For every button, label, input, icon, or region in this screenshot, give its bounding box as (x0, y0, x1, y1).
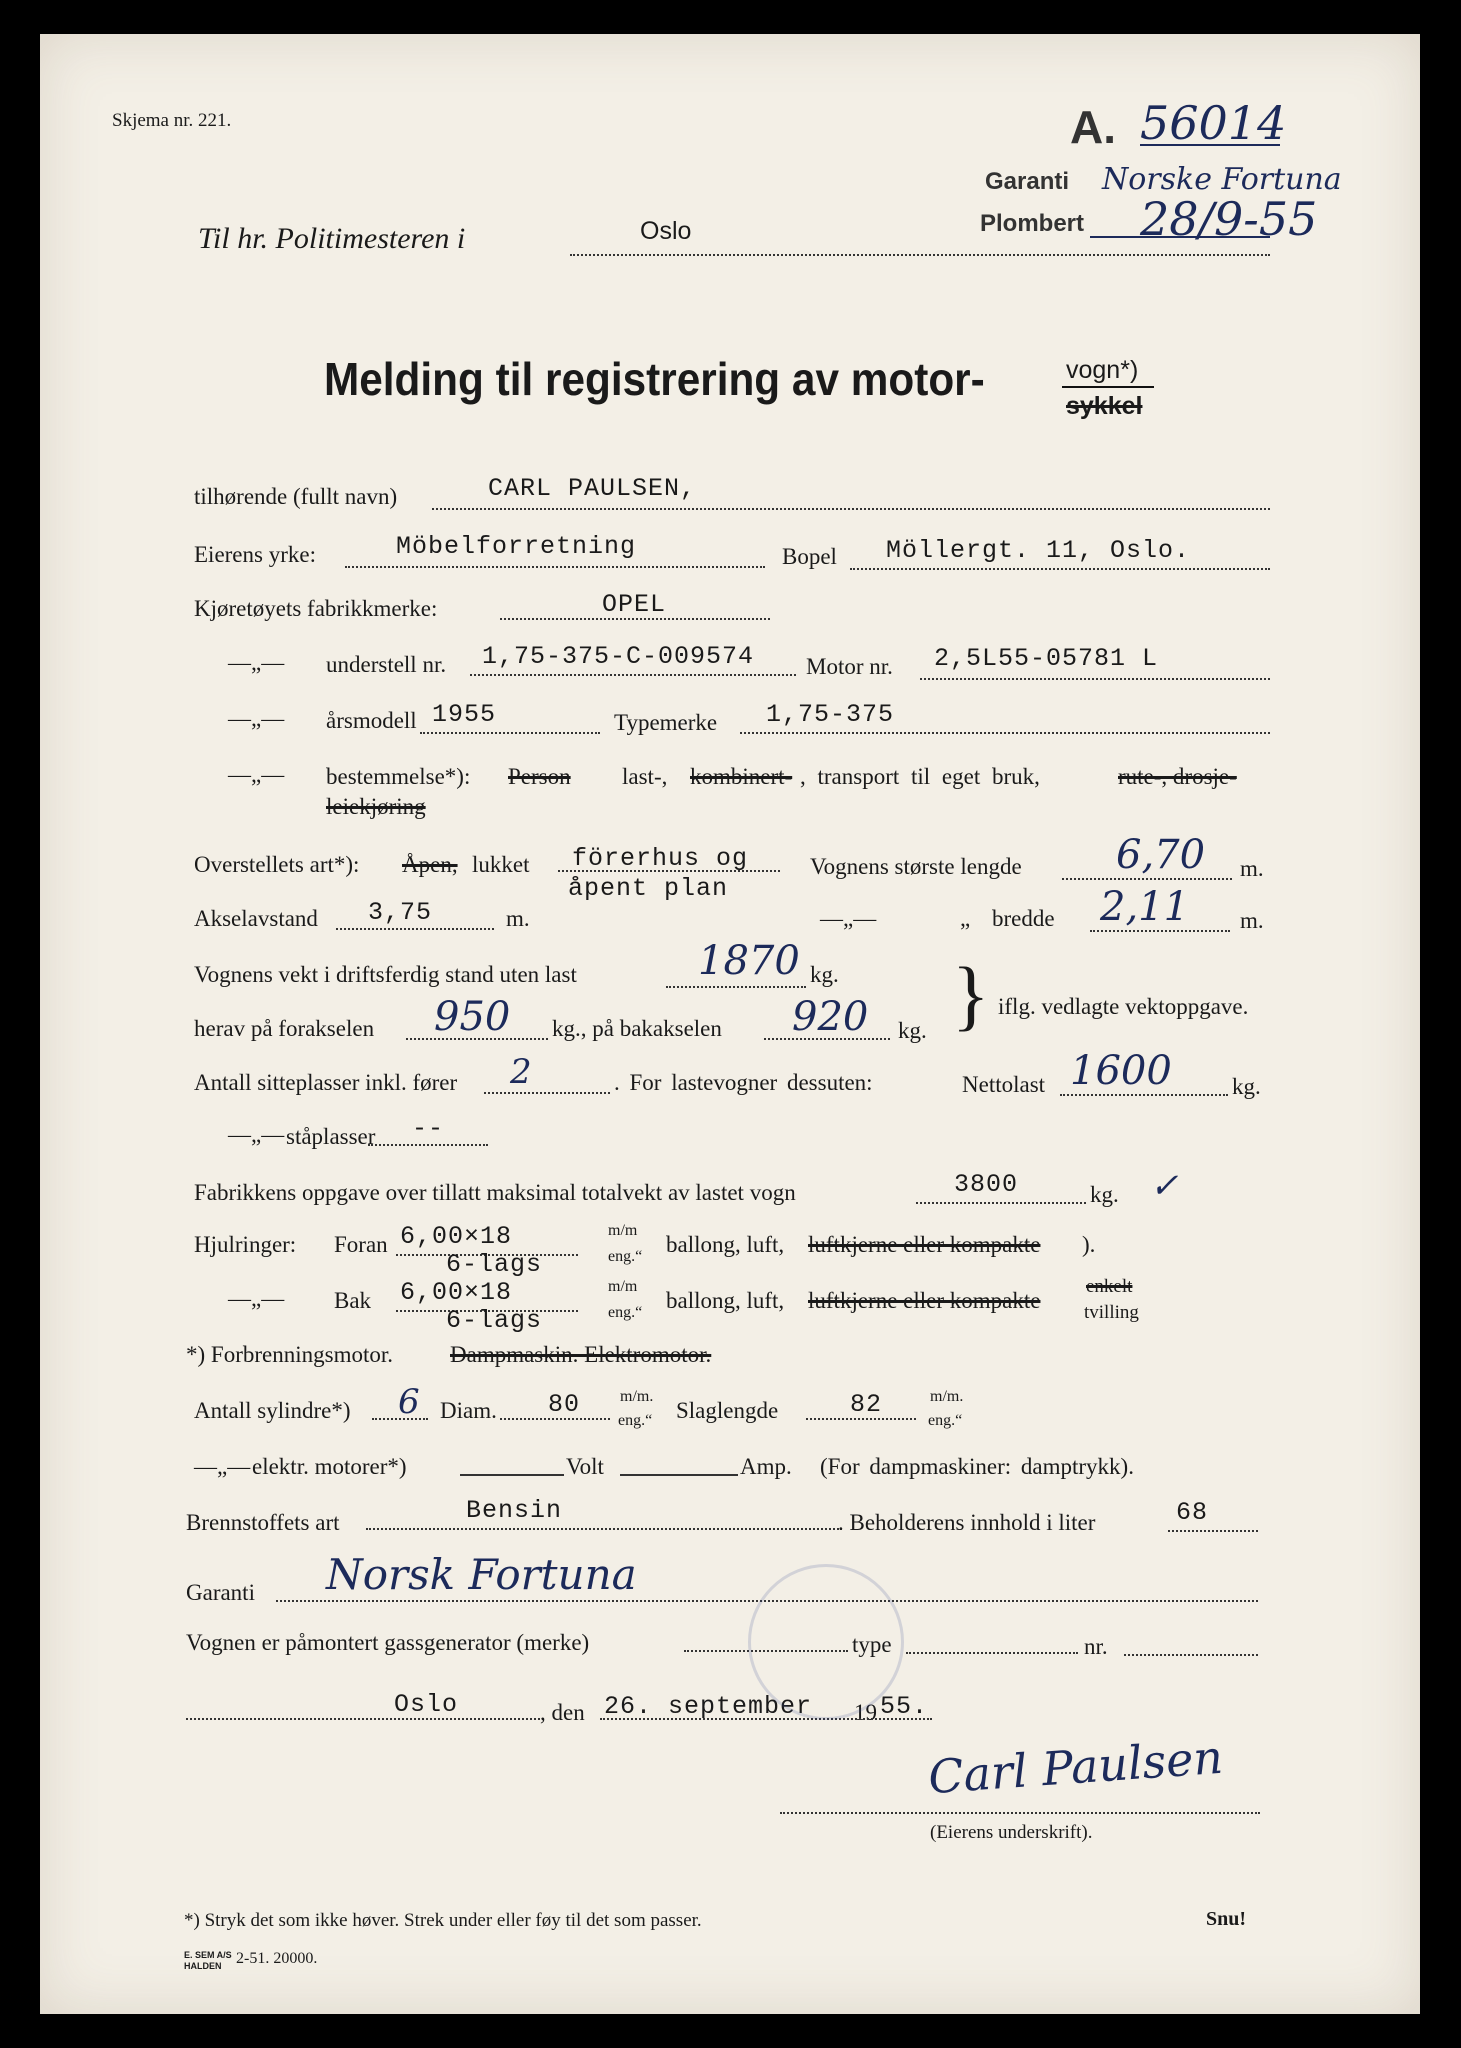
axle-label: Akselavstand (194, 906, 318, 931)
weights-note: iflg. vedlagte vektoppgave. (998, 994, 1249, 1019)
purpose-person-struck: Person (508, 764, 571, 789)
addressee-city: Oslo (640, 217, 692, 245)
owner-signature: Carl Paulsen (926, 1729, 1225, 1805)
width-label: bredde (992, 906, 1055, 931)
ditto-mark-year: —„— (228, 706, 285, 731)
diameter-label: Diam. (440, 1398, 497, 1423)
fuel-label: Brennstoffets art (186, 1510, 340, 1535)
form-title: Melding til registrering av motor- (324, 353, 985, 405)
stroke-mm: m/m. (930, 1388, 964, 1405)
printer-name: E. SEM A/S (184, 1950, 232, 1960)
length-line (1062, 878, 1232, 880)
footer-note: *) Stryk det som ikke høver. Strek under eller føy til det som passer. (184, 1910, 702, 1931)
width-unit: m. (1240, 908, 1264, 933)
type-label: Typemerke (614, 710, 718, 735)
registration-prefix: A. (1070, 101, 1116, 153)
motor-number: 2,5L55-05781 L (934, 644, 1159, 673)
rear-axle-unit: kg. (898, 1018, 927, 1043)
length-unit: m. (1240, 856, 1264, 881)
amp-label: Amp. (740, 1454, 792, 1479)
volt-label: Volt (566, 1454, 604, 1479)
front-tire-ply: 6-lags (446, 1250, 543, 1279)
make-line (500, 618, 770, 620)
width-line (1090, 930, 1230, 932)
stroke-line (806, 1418, 916, 1420)
tank-label: . Beholderens innhold i liter (838, 1510, 1096, 1535)
purpose-combined-struck: kombinert- (690, 764, 793, 789)
max-weight-line (916, 1202, 1086, 1204)
printer-city: HALDEN (184, 1961, 222, 1971)
gas-type-line (906, 1652, 1078, 1654)
plombert-underline (1090, 236, 1270, 238)
rear-tire-single-struck: enkelt (1086, 1276, 1133, 1297)
rear-tire-ply: 6-lags (446, 1306, 543, 1335)
cylinders-label: Antall sylindre*) (194, 1398, 351, 1423)
signature-caption: (Eierens underskrift). (930, 1822, 1093, 1843)
signature-line (780, 1812, 1260, 1814)
rear-axle-weight: 920 (792, 994, 869, 1040)
engine-type-struck: Dampmaskin. Elektromotor. (450, 1342, 712, 1367)
title-fraction-bar (1062, 386, 1154, 388)
tank-value: 68 (1176, 1498, 1209, 1527)
rear-axle-line (764, 1038, 890, 1040)
residence-line (850, 568, 1270, 570)
body-label: Overstellets art*): (194, 852, 360, 877)
width-value: 2,11 (1100, 884, 1190, 930)
ditto-mark-electric: —„— (194, 1454, 251, 1479)
ditto-mark-standing: —„— (228, 1122, 285, 1147)
official-stamp (748, 1564, 904, 1720)
amp-line (620, 1474, 738, 1476)
year-line (420, 732, 600, 734)
chassis-line (470, 674, 796, 676)
engine-type-label: *) Forbrenningsmotor. (186, 1342, 393, 1367)
axle-line (336, 928, 494, 930)
body-open-struck: Åpen, (402, 852, 458, 877)
front-axle-label: herav på forakselen (194, 1016, 375, 1041)
tires-label: Hjulringer: (194, 1232, 297, 1257)
weight-line (666, 986, 806, 988)
cylinders-value: 6 (398, 1382, 420, 1422)
residence-value: Möllergt. 11, Oslo. (886, 536, 1191, 565)
max-weight-value: 3800 (954, 1170, 1019, 1199)
owner-name-line (432, 508, 1270, 510)
plombert-stamp-label: Plombert (980, 210, 1085, 237)
width-comma: „ (960, 906, 971, 931)
ditto-mark-width: —„— (820, 906, 877, 931)
occupation-line (345, 566, 765, 568)
body-value-line2: åpent plan (568, 874, 729, 903)
diameter-mm: m/m. (620, 1388, 654, 1405)
net-load-line (1060, 1094, 1228, 1096)
chassis-label: understell nr. (326, 652, 447, 677)
seats-value: 2 (510, 1052, 532, 1092)
front-axle-line (406, 1038, 548, 1040)
registration-underline (1140, 144, 1280, 146)
axle-value: 3,75 (368, 898, 433, 927)
signing-date: 26. september (604, 1692, 813, 1721)
ditto-mark-purpose: —„— (228, 762, 285, 787)
addressee-line (570, 254, 1270, 256)
title-option-sykkel: sykkel (1066, 392, 1143, 420)
standing-value: -- (412, 1114, 445, 1143)
tank-line (1168, 1530, 1258, 1532)
weights-brace: } (952, 951, 990, 1038)
guarantee-value: Norsk Fortuna (326, 1550, 637, 1599)
stroke-value: 82 (850, 1390, 883, 1419)
chassis-number: 1,75-375-C-009574 (482, 642, 755, 671)
signing-year-suffix: 55. (880, 1692, 929, 1721)
max-weight-unit: kg. (1090, 1182, 1119, 1207)
max-weight-label: Fabrikkens oppgave over tillatt maksimal totalvekt av lastet vogn (194, 1180, 796, 1205)
rear-tire-size: 6,00×18 (400, 1278, 513, 1307)
signing-place-line (186, 1718, 544, 1720)
make-label: Kjøretøyets fabrikkmerke: (194, 596, 438, 621)
motor-label: Motor nr. (806, 654, 893, 679)
steam-note: (For dampmaskiner: damptrykk). (820, 1454, 1134, 1479)
diameter-eng: eng.“ (618, 1412, 653, 1429)
rear-tire-mm: m/m (608, 1278, 638, 1295)
rear-axle-label: kg., på bakakselen (552, 1016, 722, 1041)
make-value: OPEL (602, 590, 667, 619)
diameter-value: 80 (548, 1390, 581, 1419)
front-tire-eng: eng.“ (608, 1248, 643, 1265)
occupation-value: Möbelforretning (396, 532, 637, 561)
purpose-route-taxi-struck: rute-, drosje- (1118, 764, 1237, 789)
form-number: Skjema nr. 221. (112, 110, 232, 131)
signing-place: Oslo (394, 1690, 459, 1719)
rear-tire-struck: luftkjerne eller kompakte (808, 1288, 1041, 1313)
length-label: Vognens største lengde (810, 854, 1022, 879)
front-tire-type: ballong, luft, (666, 1232, 785, 1257)
signing-year-prefix: 19 (854, 1700, 877, 1725)
purpose-label: bestemmelse*): (326, 764, 471, 789)
model-year: 1955 (432, 700, 497, 729)
body-closed: lukket (472, 852, 530, 877)
owner-name-label: tilhørende (fullt navn) (194, 484, 398, 509)
cylinders-line (372, 1418, 428, 1420)
rear-tire-type: ballong, luft, (666, 1288, 785, 1313)
rear-tire-label: Bak (334, 1288, 372, 1313)
motor-line (920, 678, 1270, 680)
electric-motors-label: elektr. motorer*) (252, 1454, 407, 1479)
standing-label: ståplasser (286, 1124, 376, 1149)
plombert-stamp-value: 28/9-55 (1140, 192, 1318, 246)
fuel-value: Bensin (466, 1496, 563, 1525)
registration-number: 56014 (1140, 96, 1287, 150)
net-load-unit: kg. (1232, 1074, 1261, 1099)
year-label: årsmodell (326, 708, 417, 733)
garanti-stamp-value: Norske Fortuna (1102, 162, 1342, 197)
body-line (558, 870, 780, 872)
date-label: , den (540, 1700, 585, 1725)
cargo-label: . For lastevogner dessuten: (614, 1070, 873, 1095)
type-value: 1,75-375 (766, 700, 895, 729)
weight-label: Vognens vekt i driftsferdig stand uten last (194, 962, 577, 987)
gas-type-label: type (852, 1632, 892, 1657)
stroke-eng: eng.“ (928, 1412, 963, 1429)
front-tire-size: 6,00×18 (400, 1222, 513, 1251)
net-load-value: 1600 (1070, 1048, 1172, 1094)
body-value-line1: förerhus og (572, 844, 749, 873)
front-tire-mm: m/m (608, 1222, 638, 1239)
front-axle-weight: 950 (434, 994, 511, 1040)
garanti-stamp-label: Garanti (985, 168, 1070, 195)
owner-name: CARL PAULSEN, (488, 474, 697, 503)
addressee-label: Til hr. Politimesteren i (198, 222, 466, 255)
net-load-label: Nettolast (962, 1072, 1046, 1097)
stroke-label: Slaglengde (676, 1398, 779, 1423)
occupation-label: Eierens yrke: (194, 542, 316, 567)
max-weight-check: ✓ (1150, 1166, 1179, 1206)
front-tire-struck: luftkjerne eller kompakte (808, 1232, 1041, 1257)
gas-nr-line (1124, 1654, 1258, 1656)
standing-line (368, 1144, 488, 1146)
rear-tire-twin: tvilling (1084, 1302, 1139, 1323)
diameter-line (500, 1418, 610, 1420)
signing-date-line (600, 1718, 932, 1720)
type-line (740, 732, 1270, 734)
weight-unit: kg. (810, 962, 839, 987)
axle-unit: m. (506, 906, 530, 931)
rear-tire-eng: eng.“ (608, 1304, 643, 1321)
guarantee-label: Garanti (186, 1580, 255, 1605)
front-tire-label: Foran (334, 1232, 388, 1257)
weight-value: 1870 (698, 938, 800, 984)
residence-label: Bopel (782, 544, 837, 569)
volt-line (460, 1474, 564, 1476)
turn-page-note: Snu! (1206, 1908, 1247, 1930)
purpose-rental-struck: leiekjøring (326, 794, 426, 819)
ditto-mark-chassis: —„— (228, 650, 285, 675)
seats-line (484, 1092, 610, 1094)
seats-label: Antall sitteplasser inkl. fører (194, 1070, 458, 1095)
purpose-transport: , transport til eget bruk, (800, 764, 1040, 789)
purpose-last: last-, (622, 764, 668, 789)
print-run: 2-51. 20000. (236, 1950, 318, 1967)
gas-nr-label: nr. (1084, 1634, 1108, 1659)
length-value: 6,70 (1116, 832, 1206, 878)
fuel-line (366, 1528, 842, 1530)
ditto-mark-rear-tire: —„— (228, 1286, 285, 1311)
front-tire-end: ). (1082, 1232, 1096, 1257)
title-option-vogn: vogn*) (1066, 356, 1139, 384)
gas-generator-label: Vognen er påmontert gassgenerator (merke) (186, 1630, 590, 1655)
